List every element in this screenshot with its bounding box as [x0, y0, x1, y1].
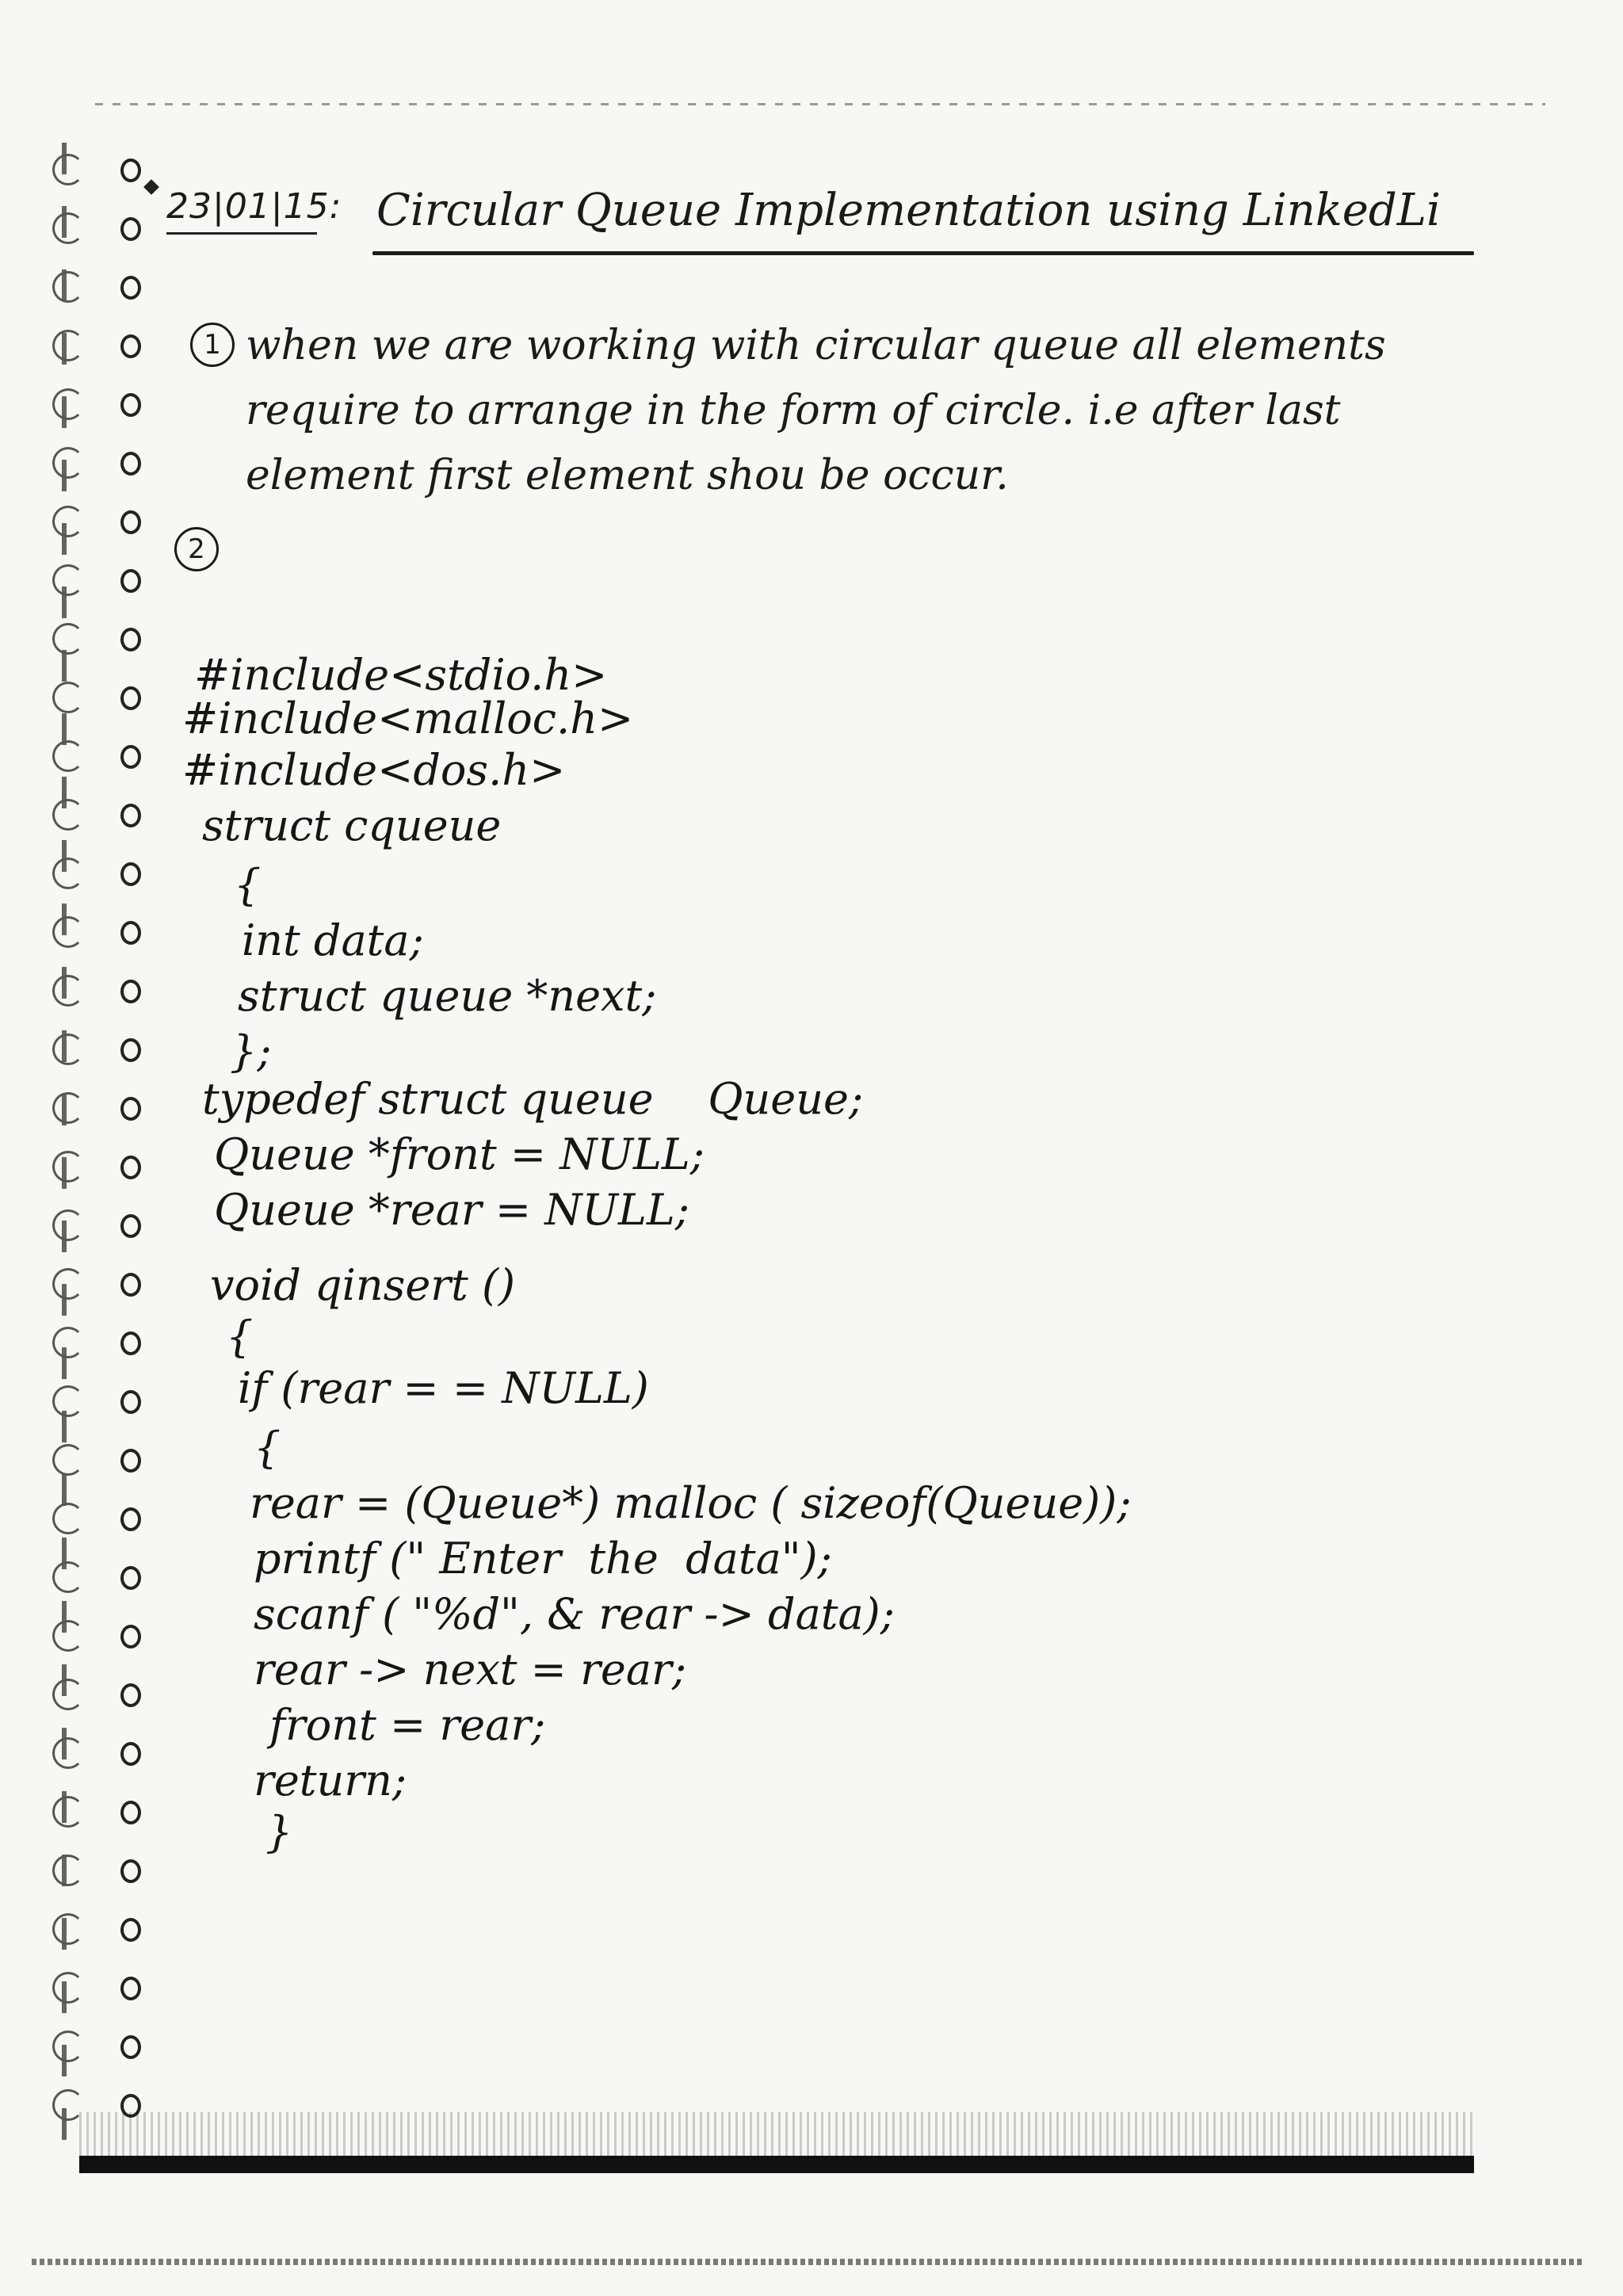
binding-ring-icon	[52, 1855, 84, 1886]
note-text-1: when we are working with circular queue all elements require to arrange in the form of circle. i.e after last element first element shou be occur.	[246, 322, 1386, 499]
bottom-rule	[79, 2156, 1474, 2173]
code-line: front = rear;	[269, 1700, 546, 1750]
note-number-2: 2	[174, 527, 219, 571]
binding-hole-icon	[120, 1273, 141, 1297]
binding-ring-icon	[52, 154, 84, 185]
binding-ring-icon	[52, 271, 84, 303]
binding-hole-icon	[120, 1449, 141, 1473]
binding-ring-icon	[52, 1620, 84, 1652]
page-title: Circular Queue Implementation using LinkedLi	[376, 185, 1441, 236]
binding-ring-icon	[52, 1327, 84, 1358]
code-line: #include<stdio.h>	[194, 650, 608, 700]
binding-hole-icon	[120, 452, 141, 476]
code-line: {	[254, 1423, 281, 1473]
code-line: void qinsert ()	[210, 1260, 516, 1310]
binding-ring-icon	[52, 447, 84, 479]
binding-hole-icon	[120, 1801, 141, 1824]
binding-ring-icon	[52, 1033, 84, 1065]
code-line: rear = (Queue*) malloc ( sizeof(Queue));	[250, 1478, 1132, 1528]
binding-ring-icon	[52, 212, 84, 244]
binding-hole-icon	[120, 276, 141, 300]
binding-hole-icon	[120, 1566, 141, 1590]
binding-ring-icon	[52, 858, 84, 889]
binding-hole-icon	[120, 393, 141, 417]
binding-hole-icon	[120, 921, 141, 945]
binding-ring-icon	[52, 799, 84, 831]
code-line: #include<dos.h>	[182, 745, 566, 795]
binding-hole-icon	[120, 1507, 141, 1531]
binding-ring-icon	[52, 975, 84, 1007]
page-top-edge	[95, 103, 1545, 105]
binding-hole-icon	[120, 980, 141, 1003]
binding-ring-icon	[52, 1737, 84, 1769]
binding-hole-icon	[120, 334, 141, 358]
code-line: scanf ( "%d", & rear -> data);	[254, 1589, 895, 1639]
binding-ring-icon	[52, 1561, 84, 1593]
binding-hole-icon	[120, 1977, 141, 2000]
binding-hole-icon	[120, 1214, 141, 1238]
binding-hole-icon	[120, 1156, 141, 1179]
code-line: if (rear = = NULL)	[238, 1363, 649, 1413]
binding-hole-icon	[120, 745, 141, 769]
code-line: Queue *rear = NULL;	[214, 1185, 689, 1235]
binding-hole-icon	[120, 1390, 141, 1414]
binding-ring-icon	[52, 682, 84, 713]
binding-ring-icon	[52, 1503, 84, 1534]
page-bottom-edge	[32, 2259, 1585, 2265]
code-line: {	[234, 860, 262, 910]
binding-ring-icon	[52, 388, 84, 420]
spiral-binding	[48, 143, 166, 2172]
code-line: #include<malloc.h>	[182, 693, 634, 743]
binding-hole-icon	[120, 1097, 141, 1121]
binding-ring-icon	[52, 1385, 84, 1417]
binding-ring-icon	[52, 1209, 84, 1241]
binding-hole-icon	[120, 862, 141, 886]
binding-hole-icon	[120, 1331, 141, 1355]
code-line: rear -> next = rear;	[254, 1645, 687, 1694]
binding-hole-icon	[120, 217, 141, 241]
binding-hole-icon	[120, 1918, 141, 1942]
binding-hole-icon	[120, 686, 141, 710]
date-underline	[166, 232, 317, 235]
binding-hole-icon	[120, 804, 141, 827]
binding-hole-icon	[120, 628, 141, 651]
binding-ring-icon	[52, 740, 84, 772]
code-line: {	[226, 1312, 254, 1362]
binding-ring-icon	[52, 1679, 84, 1710]
binding-hole-icon	[120, 1038, 141, 1062]
binding-ring-icon	[52, 506, 84, 537]
binding-hole-icon	[120, 159, 141, 182]
code-line: struct queue *next;	[238, 971, 657, 1021]
binding-ring-icon	[52, 1151, 84, 1182]
code-line: printf (" Enter the data");	[254, 1534, 832, 1584]
binding-hole-icon	[120, 1742, 141, 1766]
code-line: struct cqueue	[202, 800, 502, 850]
page-date: 23|01|15:	[166, 186, 342, 227]
binding-hole-icon	[120, 1625, 141, 1648]
code-line: }	[265, 1807, 293, 1857]
binding-ring-icon	[52, 2030, 84, 2062]
binding-hole-icon	[120, 1859, 141, 1883]
note-number-1: 1	[190, 323, 235, 367]
binding-hole-icon	[120, 569, 141, 593]
binding-ring-icon	[52, 1268, 84, 1300]
code-line: return;	[254, 1755, 407, 1805]
bottom-shading	[79, 2112, 1474, 2156]
binding-ring-icon	[52, 1913, 84, 1945]
title-underline	[372, 251, 1474, 255]
binding-hole-icon	[120, 1683, 141, 1707]
page-header	[151, 178, 1490, 273]
binding-ring-icon	[52, 1092, 84, 1124]
binding-ring-icon	[52, 916, 84, 948]
binding-ring-icon	[52, 1972, 84, 2004]
binding-ring-icon	[52, 564, 84, 596]
binding-ring-icon	[52, 1444, 84, 1476]
binding-ring-icon	[52, 623, 84, 655]
code-line: Queue *front = NULL;	[214, 1129, 705, 1179]
code-line: };	[230, 1026, 272, 1076]
binding-ring-icon	[52, 1796, 84, 1828]
binding-hole-icon	[120, 510, 141, 534]
code-line: typedef struct queue Queue;	[202, 1074, 864, 1124]
code-line: int data;	[242, 915, 424, 965]
binding-hole-icon	[120, 2035, 141, 2059]
binding-ring-icon	[52, 330, 84, 361]
